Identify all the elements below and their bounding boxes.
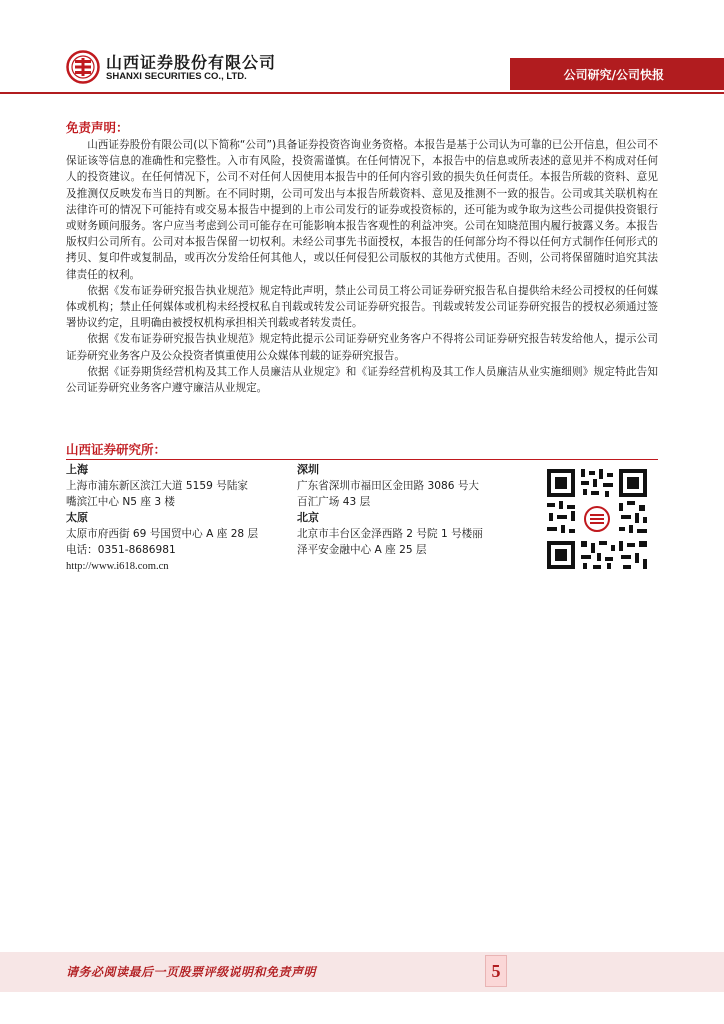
company-name-cn: 山西证券股份有限公司 — [106, 53, 277, 72]
footer-notice: 请务必阅读最后一页股票评级说明和免责声明 — [66, 965, 317, 979]
office-address-line: 泽平安金融中心 A 座 25 层 — [297, 544, 427, 557]
office-shanghai — [66, 462, 248, 511]
disclaimer-paragraph: 依据《证券期货经营机构及其工作人员廉洁从业规定》和《证券经营机构及其工作人员廉洁从业实施细则》规定特此告知公司证券研究业务客户遵守廉洁从业规定。 — [66, 365, 658, 395]
disclaimer-body — [66, 137, 658, 396]
office-address-line: 太原市府西街 69 号国贸中心 A 座 28 层 — [66, 528, 259, 541]
office-beijing — [297, 510, 483, 559]
qr-code-icon — [545, 467, 649, 571]
office-address-line: 广东省深圳市福田区金田路 3086 号大 — [297, 480, 480, 493]
office-phone: 电话：0351-8686981 — [66, 544, 176, 557]
institute-divider — [66, 459, 658, 460]
page-number: 5 — [485, 955, 507, 987]
office-website-link[interactable]: http://www.i618.com.cn — [66, 560, 169, 572]
office-address-line: 上海市浦东新区滨江大道 5159 号陆家 — [66, 480, 249, 493]
office-city: 太原 — [66, 511, 88, 524]
page-header — [0, 0, 724, 96]
office-address-line: 嘴滨江中心 N5 座 3 楼 — [66, 496, 176, 509]
institute-title: 山西证券研究所： — [66, 442, 167, 457]
disclaimer-paragraph: 山西证券股份有限公司(以下简称“公司”)具备证券投资咨询业务资格。本报告是基于公司认为可靠的已公开信息，但公司不保证该等信息的准确性和完整性。入市有风险，投资需谨慎。在任何情况下，本报告中的信息或所表述的意见并不构成对任何人的投资建议。在任何情况下，公司不对任何人因使用本报告中的任何内容引致的损失负任何责任。本报告所载的资料、意见及推测仅反映发布当日的判断。在不同时期，公司可发出与本报告所载资料、意见及推测不一致的报告。公司或其关联机构在法律许可的情况下可能持有或交易本报告中提到的上市公司发行的证券或投资标的，还可能为或争取为这些公司提供投资银行或财务顾问服务。客户应当考虑到公司可能存在可能影响本报告客观性的利益冲突。公司在知晓范围内履行披露义务。本报告版权归公司所有。公司对本报告保留一切权利。未经公司事先书面授权，本报告的任何部分均不得以任何方式制作任何形式的拷贝、复印件或复制品，或再次分发给任何其他人，或以任何侵犯公司版权的其他方式使用。否则，公司将保留随时追究其法律责任的权利。 — [66, 139, 658, 281]
disclaimer-paragraph: 依据《发布证券研究报告执业规范》规定特此提示公司证券研究业务客户不得将公司证券研究报告转发给他人，提示公司证券研究业务客户及公众投资者慎重使用公众媒体刊载的证券研究报告。 — [66, 333, 658, 362]
company-name-en: SHANXI SECURITIES CO., LTD. — [106, 71, 247, 82]
disclaimer-paragraph: 依据《发布证券研究报告执业规范》规定特此声明，禁止公司员工将公司证券研究报告私自提供给未经公司授权的任何媒体或机构；禁止任何媒体或机构未经授权私自刊载或转发公司证券研究报告。刊载或转发公司证券研究报告的授权必须通过签署协议约定，且明确由被授权机构承担相关刊载或者转发责任。 — [66, 284, 658, 330]
office-address-line: 百汇广场 43 层 — [297, 496, 371, 509]
shanxi-securities-logo-icon — [66, 50, 100, 84]
report-category: 公司研究/公司快报 — [563, 68, 664, 82]
office-city: 深圳 — [297, 463, 319, 476]
office-shenzhen — [297, 462, 479, 511]
disclaimer-title: 免责声明： — [66, 120, 129, 135]
header-divider — [0, 92, 724, 94]
office-city: 北京 — [297, 511, 319, 524]
office-city: 上海 — [66, 463, 88, 476]
header-category-band — [510, 58, 724, 90]
office-address-line: 北京市丰台区金泽西路 2 号院 1 号楼丽 — [297, 528, 483, 541]
office-taiyuan — [66, 510, 258, 575]
